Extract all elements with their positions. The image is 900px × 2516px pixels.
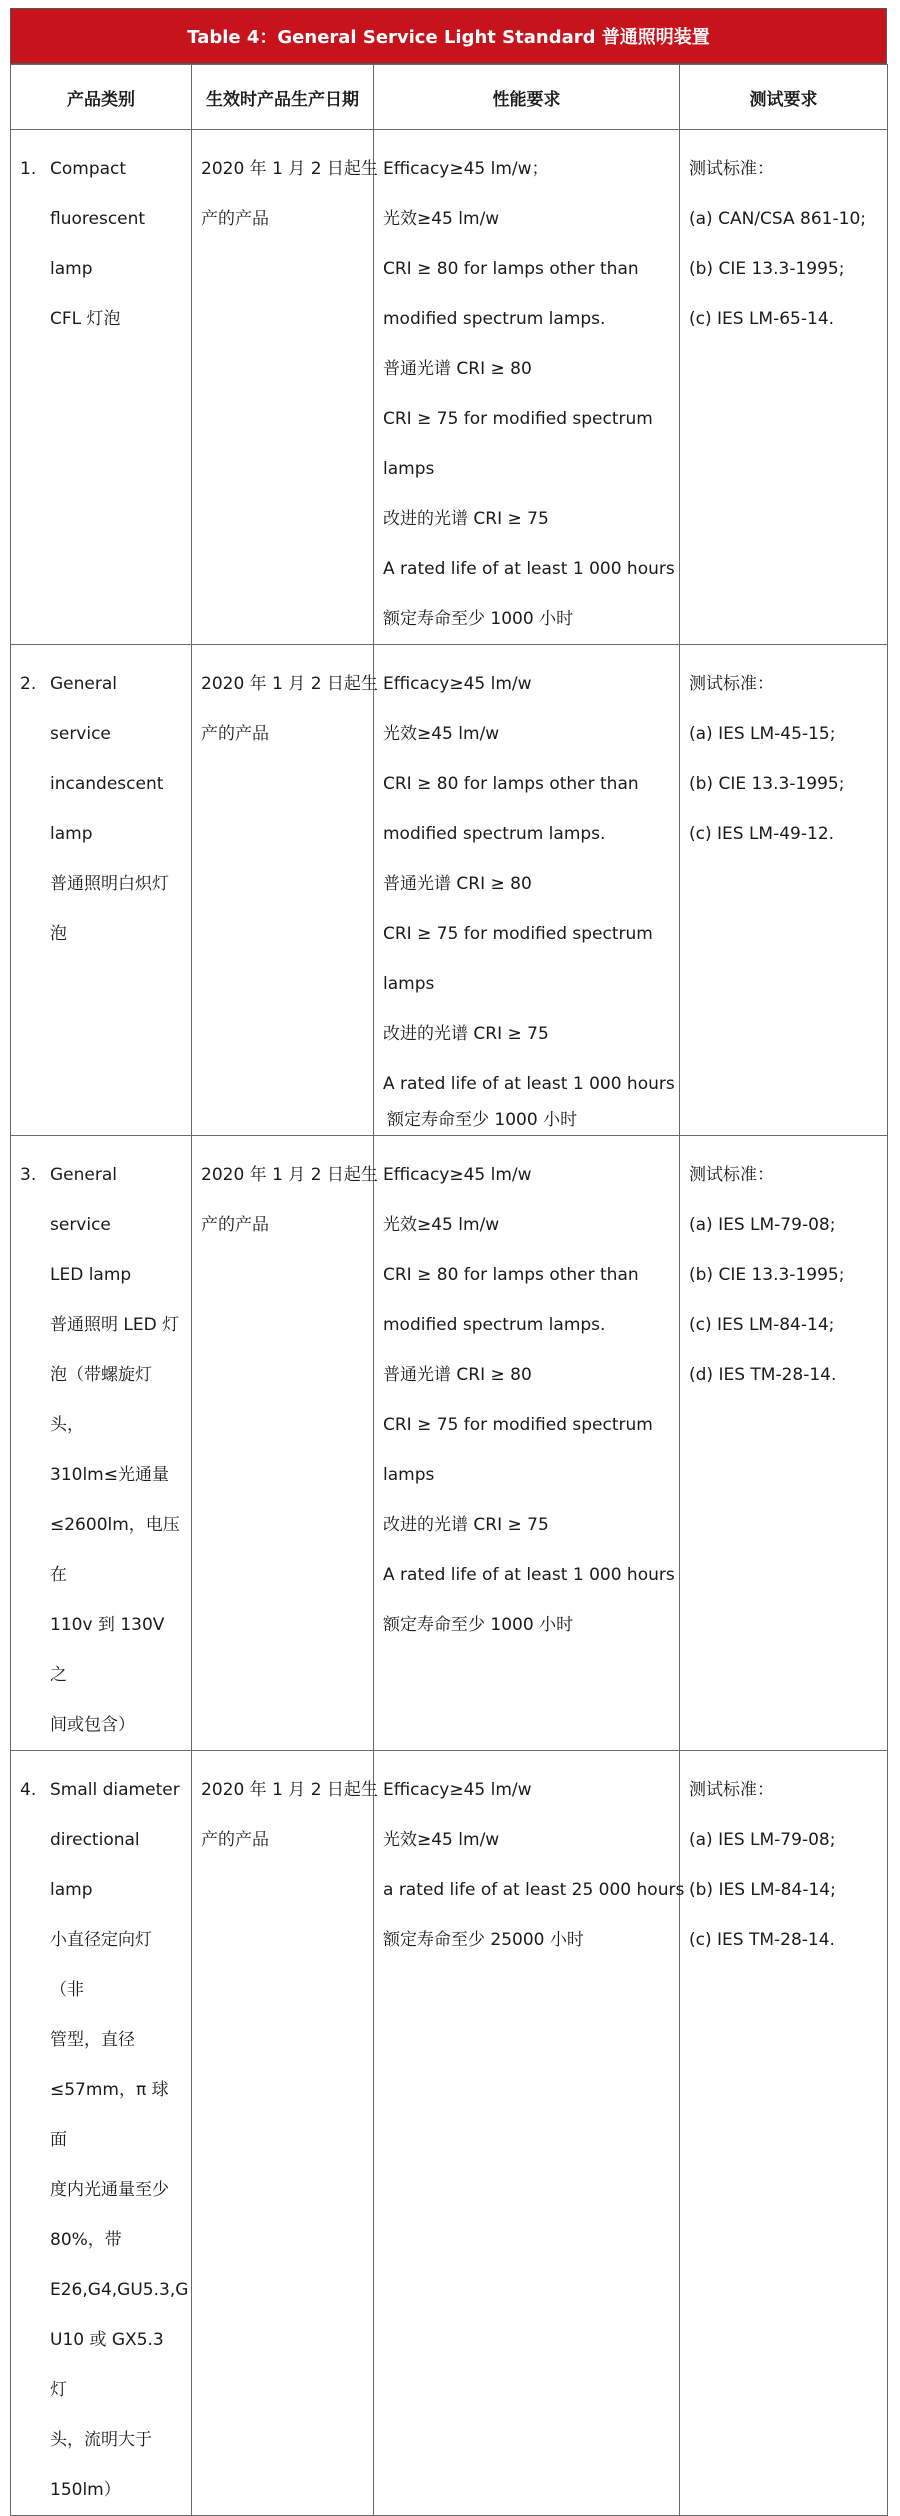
performance-line: lamps	[383, 974, 435, 994]
header-date: 生效时产品生产日期	[192, 65, 374, 130]
cell-performance	[374, 1136, 680, 1751]
test-line: (c) IES LM-84-14;	[689, 1315, 835, 1335]
category-line: Compact	[50, 159, 127, 179]
category-line: 110v 到 130V 之	[50, 1615, 165, 1685]
header-row	[11, 65, 888, 130]
performance-line: CRI ≥ 80 for lamps other than	[383, 774, 639, 794]
performance-line: 光效≥45 lm/w	[383, 1215, 500, 1235]
performance-line: Efficacy≥45 lm/w	[383, 1780, 532, 1800]
table-title: Table 4：General Service Light Standard 普通照明装置	[10, 8, 887, 64]
performance-line: 额定寿命至少 1000 小时	[383, 1615, 574, 1635]
cell-date	[192, 1136, 378, 1751]
date-line: 产的产品	[201, 209, 269, 229]
test-line: (b) IES LM-84-14;	[689, 1880, 836, 1900]
test-line: 测试标准：	[689, 159, 774, 179]
date-line: 2020 年 1 月 2 日起生	[201, 674, 378, 694]
performance-line: 改进的光谱 CRI ≥ 75	[383, 1024, 549, 1044]
category-line: E26,G4,GU5.3,G	[50, 2280, 189, 2300]
performance-line: 普通光谱 CRI ≥ 80	[383, 874, 532, 894]
date-line: 2020 年 1 月 2 日起生	[201, 1165, 378, 1185]
test-line: (a) CAN/CSA 861-10;	[689, 209, 866, 229]
performance-line: A rated life of at least 1 000 hours	[383, 1074, 675, 1094]
cell-date	[192, 1751, 378, 2516]
category-line: fluorescent lamp	[50, 209, 146, 279]
test-line: (b) CIE 13.3-1995;	[689, 774, 845, 794]
performance-line: 额定寿命至少 1000 小时	[383, 609, 574, 629]
category-line: lamp	[50, 824, 93, 844]
test-line: (a) IES LM-79-08;	[689, 1215, 836, 1235]
standard-table	[10, 64, 888, 2516]
category-line: 普通照明白炽灯泡	[50, 874, 169, 944]
cell-category	[11, 130, 192, 645]
category-line: General service	[50, 1165, 117, 1235]
performance-line: Efficacy≥45 lm/w	[383, 1165, 532, 1185]
date-line: 产的产品	[201, 724, 269, 744]
cell-performance	[374, 130, 680, 645]
category-line: 管型，直径	[50, 2030, 135, 2050]
table-row	[11, 1751, 888, 2516]
test-line: (c) IES TM-28-14.	[689, 1930, 835, 1950]
row-number: 2.	[20, 674, 37, 694]
cell-date	[192, 645, 378, 1136]
performance-line: 普通光谱 CRI ≥ 80	[383, 359, 532, 379]
category-line: directional lamp	[50, 1830, 140, 1900]
test-line: (c) IES LM-65-14.	[689, 309, 835, 329]
category-line: 头，流明大于	[50, 2430, 152, 2450]
performance-line: 光效≥45 lm/w	[383, 1830, 500, 1850]
performance-line: 普通光谱 CRI ≥ 80	[383, 1365, 532, 1385]
performance-line: modified spectrum lamps.	[383, 824, 606, 844]
category-line: 普通照明 LED 灯	[50, 1315, 180, 1335]
standard-table-container	[10, 8, 887, 2516]
cell-tests	[680, 1751, 888, 2516]
category-line: 泡（带螺旋灯头，	[50, 1365, 152, 1435]
category-line: CFL 灯泡	[50, 309, 121, 329]
category-line: 310lm≤光通量	[50, 1465, 169, 1485]
cell-date	[192, 130, 378, 645]
test-line: (c) IES LM-49-12.	[689, 824, 835, 844]
cell-tests	[680, 1136, 888, 1751]
performance-line: 改进的光谱 CRI ≥ 75	[383, 509, 549, 529]
row-number: 1.	[20, 159, 37, 179]
category-line: General service	[50, 674, 117, 744]
table-row	[11, 1136, 888, 1751]
category-line: 度内光通量至少	[50, 2180, 169, 2200]
performance-line: modified spectrum lamps.	[383, 309, 606, 329]
date-line: 2020 年 1 月 2 日起生	[201, 159, 378, 179]
category-line: U10 或 GX5.3 灯	[50, 2330, 164, 2400]
performance-line: A rated life of at least 1 000 hours	[383, 1565, 675, 1585]
category-line: Small diameter	[50, 1780, 180, 1800]
category-line: 80%，带	[50, 2230, 122, 2250]
date-line: 产的产品	[201, 1830, 269, 1850]
performance-line: 光效≥45 lm/w	[383, 209, 500, 229]
performance-line: Efficacy≥45 lm/w	[383, 674, 532, 694]
test-line: (a) IES LM-45-15;	[689, 724, 836, 744]
date-line: 产的产品	[201, 1215, 269, 1235]
cell-performance	[374, 645, 680, 1136]
test-line: (a) IES LM-79-08;	[689, 1830, 836, 1850]
test-line: 测试标准：	[689, 1780, 774, 1800]
table-row	[11, 130, 888, 645]
performance-line: a rated life of at least 25 000 hours	[383, 1880, 685, 1900]
test-line: 测试标准：	[689, 1165, 774, 1185]
row-number: 4.	[20, 1780, 37, 1800]
test-line: 测试标准：	[689, 674, 774, 694]
category-line: ≤57mm，π 球面	[50, 2080, 169, 2150]
category-line: 150lm）	[50, 2480, 121, 2500]
header-performance: 性能要求	[374, 65, 680, 130]
category-line: 小直径定向灯（非	[50, 1930, 152, 2000]
performance-line: CRI ≥ 75 for modified spectrum	[383, 409, 653, 429]
category-line: incandescent	[50, 774, 164, 794]
performance-line: 光效≥45 lm/w	[383, 724, 500, 744]
performance-line: CRI ≥ 75 for modified spectrum	[383, 924, 653, 944]
test-line: (d) IES TM-28-14.	[689, 1365, 837, 1385]
test-line: (b) CIE 13.3-1995;	[689, 1265, 845, 1285]
date-line: 2020 年 1 月 2 日起生	[201, 1780, 378, 1800]
performance-line: modified spectrum lamps.	[383, 1315, 606, 1335]
performance-line: A rated life of at least 1 000 hours	[383, 559, 675, 579]
header-category: 产品类别	[11, 65, 192, 130]
performance-line: lamps	[383, 459, 435, 479]
performance-line: Efficacy≥45 lm/w；	[383, 159, 549, 179]
performance-line: 额定寿命至少 1000 小时	[387, 1110, 578, 1130]
header-tests: 测试要求	[680, 65, 888, 130]
category-line: LED lamp	[50, 1265, 132, 1285]
category-line: ≤2600lm，电压在	[50, 1515, 180, 1585]
performance-line: CRI ≥ 75 for modified spectrum	[383, 1415, 653, 1435]
category-line: 间或包含）	[50, 1715, 135, 1735]
performance-line: 额定寿命至少 25000 小时	[383, 1930, 584, 1950]
cell-tests	[680, 130, 888, 645]
row-number: 3.	[20, 1165, 37, 1185]
performance-line: 改进的光谱 CRI ≥ 75	[383, 1515, 549, 1535]
cell-category	[11, 645, 192, 1136]
cell-tests	[680, 645, 888, 1136]
cell-category	[11, 1136, 192, 1751]
performance-line: CRI ≥ 80 for lamps other than	[383, 1265, 639, 1285]
table-row	[11, 645, 888, 1136]
performance-line: lamps	[383, 1465, 435, 1485]
performance-line: CRI ≥ 80 for lamps other than	[383, 259, 639, 279]
test-line: (b) CIE 13.3-1995;	[689, 259, 845, 279]
cell-category	[11, 1751, 192, 2516]
cell-performance	[374, 1751, 685, 2516]
